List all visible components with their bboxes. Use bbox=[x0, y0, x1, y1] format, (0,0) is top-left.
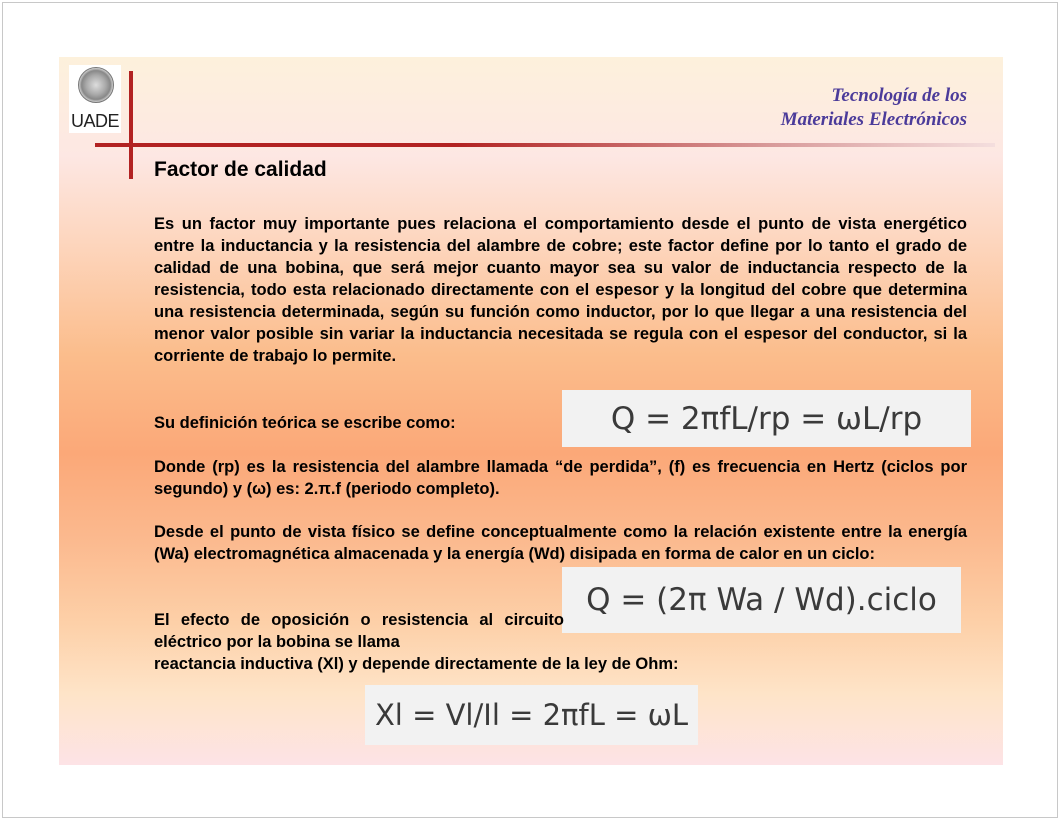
course-title-line1: Tecnología de los bbox=[831, 85, 967, 106]
formula-quality-factor: Q = 2πfL/rp = ωL/rp bbox=[562, 390, 971, 447]
course-title bbox=[667, 84, 967, 132]
slide bbox=[59, 57, 1003, 765]
university-seal-icon bbox=[78, 67, 114, 103]
paragraph-reactance-start: El efecto de oposición o resistencia al circuito eléctrico por la bobina se llama bbox=[154, 611, 564, 651]
vertical-accent-line bbox=[129, 71, 133, 179]
course-title-line2: Materiales Electrónicos bbox=[780, 109, 967, 130]
formula-inductive-reactance: Xl = Vl/Il = 2πfL = ωL bbox=[365, 685, 698, 745]
paragraph-variables: Donde (rp) es la resistencia del alambre llamada “de perdida”, (f) es frecuencia en Hertz (ciclos por segundo) y (ω) es: 2.π.f (periodo completo). bbox=[154, 458, 967, 498]
horizontal-accent-line bbox=[95, 143, 995, 147]
paragraph-definition: Su definición teórica se escribe como: bbox=[154, 414, 456, 432]
slide-heading: Factor de calidad bbox=[154, 158, 327, 181]
logo-text: UADE bbox=[70, 111, 119, 131]
formula-energy-ratio: Q = (2π Wa / Wd).ciclo bbox=[562, 567, 961, 633]
paragraph-intro: Es un factor muy importante pues relaciona el comportamiento desde el punto de vista energético entre la inductancia y la resistencia del alambre de cobre; este factor define por lo tanto el grado de calidad de una bobina, que será mejor cuanto mayor sea su valor de inductancia respecto de la resistencia, todo esta relacionado directamente con el espesor y la longitud del cobre que determina una resistencia determinada, según su función como inductor, por lo que llegar a una resistencia del menor valor posible sin variar la inductancia necesitada se regula con el espesor del conductor, si la corriente de trabajo lo permite. bbox=[154, 215, 967, 365]
paragraph-physical: Desde el punto de vista físico se define conceptualmente como la relación existente entre la energía (Wa) electromagnética almacenada y la energía (Wd) disipada en forma de calor en un ciclo: bbox=[154, 523, 967, 563]
paragraph-reactance-end: reactancia inductiva (Xl) y depende directamente de la ley de Ohm: bbox=[154, 655, 679, 673]
university-logo bbox=[69, 65, 121, 133]
